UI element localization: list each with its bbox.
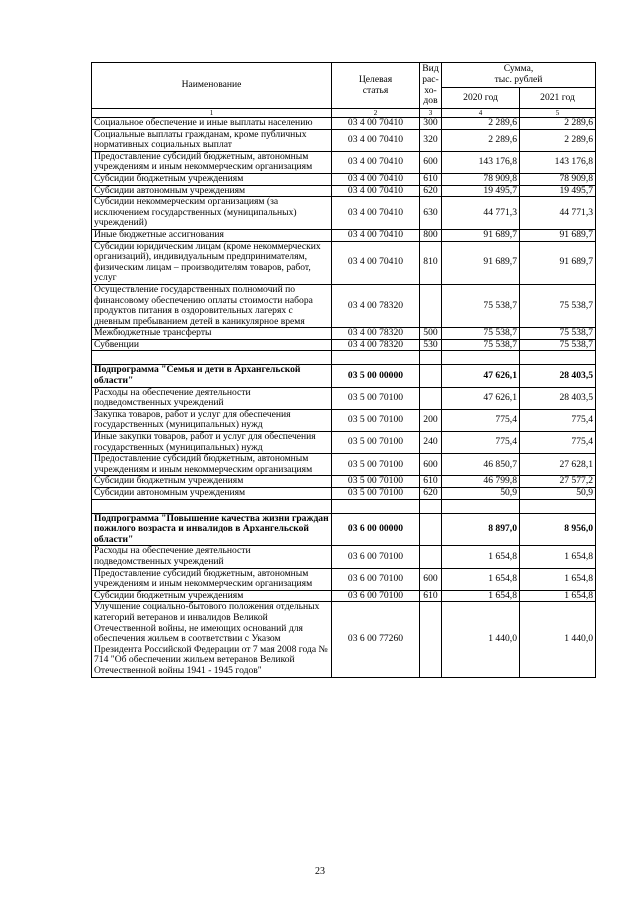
row-target-code: 03 5 00 00000 (332, 365, 420, 387)
row-target-code: 03 4 00 70410 (332, 185, 420, 197)
row-amount-2021: 2 289,6 (520, 129, 596, 151)
row-name: Иные закупки товаров, работ и услуг для обеспечения государственных (муниципальных) нужд (92, 432, 332, 454)
row-amount-2020: 8 897,0 (442, 513, 520, 546)
table-row (92, 488, 596, 500)
empty-cell (92, 499, 332, 513)
row-name: Расходы на обеспечение деятельности подведомственных учреждений (92, 387, 332, 409)
row-target-code: 03 5 00 70100 (332, 432, 420, 454)
row-name: Иные бюджетные ассигнования (92, 229, 332, 241)
table-row (92, 229, 596, 241)
row-expense-type: 500 (420, 328, 442, 340)
row-expense-type (420, 284, 442, 327)
page-number: 23 (315, 866, 325, 877)
row-target-code: 03 5 00 70100 (332, 488, 420, 500)
empty-cell (332, 351, 420, 365)
row-amount-2021: 91 689,7 (520, 229, 596, 241)
row-expense-type: 300 (420, 118, 442, 130)
empty-cell (442, 351, 520, 365)
row-name: Закупка товаров, работ и услуг для обеспечения государственных (муниципальных) нужд (92, 409, 332, 431)
row-amount-2020: 75 538,7 (442, 284, 520, 327)
row-amount-2020: 44 771,3 (442, 197, 520, 230)
table-row (92, 185, 596, 197)
table-row (92, 118, 596, 130)
row-amount-2021: 78 909,8 (520, 173, 596, 185)
row-name: Расходы на обеспечение деятельности подведомственных учреждений (92, 546, 332, 568)
row-amount-2021: 775,4 (520, 432, 596, 454)
row-name: Осуществление государственных полномочий по финансовому обеспечению оплаты стоимости набора продуктов питания в оздоровительных лагерях с дневным пребыванием детей в каникулярное время (92, 284, 332, 327)
row-amount-2021: 75 538,7 (520, 339, 596, 351)
empty-cell (520, 351, 596, 365)
row-expense-type: 810 (420, 241, 442, 284)
row-amount-2021: 28 403,5 (520, 365, 596, 387)
row-target-code: 03 4 00 70410 (332, 151, 420, 173)
row-target-code: 03 5 00 70100 (332, 387, 420, 409)
row-target-code: 03 4 00 78320 (332, 339, 420, 351)
row-amount-2021: 75 538,7 (520, 284, 596, 327)
row-expense-type: 620 (420, 488, 442, 500)
row-name: Предоставление субсидий бюджетным, автономным учреждениям и иным некоммерческим организациям (92, 454, 332, 476)
row-amount-2020: 1 440,0 (442, 602, 520, 677)
table-row (92, 241, 596, 284)
column-number: 5 (520, 109, 596, 118)
row-expense-type (420, 365, 442, 387)
row-target-code: 03 4 00 78320 (332, 284, 420, 327)
header-row (92, 63, 596, 88)
table-row (92, 197, 596, 230)
row-amount-2021: 75 538,7 (520, 328, 596, 340)
empty-cell (420, 351, 442, 365)
table-row (92, 568, 596, 590)
row-expense-type (420, 513, 442, 546)
row-expense-type (420, 602, 442, 677)
row-target-code: 03 4 00 70410 (332, 197, 420, 230)
row-amount-2020: 91 689,7 (442, 241, 520, 284)
empty-cell (442, 499, 520, 513)
table-row (92, 339, 596, 351)
row-name: Субсидии бюджетным учреждениям (92, 173, 332, 185)
row-expense-type: 530 (420, 339, 442, 351)
row-amount-2021: 8 956,0 (520, 513, 596, 546)
row-expense-type: 630 (420, 197, 442, 230)
row-amount-2021: 775,4 (520, 409, 596, 431)
header-type: Вид рас- хо- дов (420, 63, 442, 109)
row-amount-2021: 1 654,8 (520, 568, 596, 590)
header-year-2021: 2021 год (520, 88, 596, 109)
row-expense-type (420, 387, 442, 409)
header-sum: Сумма, тыс. рублей (442, 63, 596, 88)
table-row (92, 476, 596, 488)
table-row (92, 602, 596, 677)
row-amount-2020: 775,4 (442, 409, 520, 431)
table-row (92, 454, 596, 476)
row-name: Субсидии автономным учреждениям (92, 185, 332, 197)
row-amount-2020: 46 850,7 (442, 454, 520, 476)
row-name: Субсидии юридическим лицам (кроме некоммерческих организаций), индивидуальным предпринимателям, физическим лицам – производителям товаров, работ, услуг (92, 241, 332, 284)
row-name: Субсидии автономным учреждениям (92, 488, 332, 500)
row-amount-2020: 1 654,8 (442, 568, 520, 590)
empty-cell (520, 499, 596, 513)
row-name: Субвенции (92, 339, 332, 351)
row-target-code: 03 4 00 70410 (332, 241, 420, 284)
row-target-code: 03 4 00 78320 (332, 328, 420, 340)
row-expense-type: 240 (420, 432, 442, 454)
row-amount-2021: 50,9 (520, 488, 596, 500)
row-amount-2021: 27 577,2 (520, 476, 596, 488)
row-amount-2020: 1 654,8 (442, 546, 520, 568)
row-amount-2020: 1 654,8 (442, 590, 520, 602)
row-expense-type: 800 (420, 229, 442, 241)
row-expense-type (420, 546, 442, 568)
row-target-code: 03 5 00 70100 (332, 476, 420, 488)
row-target-code: 03 4 00 70410 (332, 229, 420, 241)
row-amount-2021: 28 403,5 (520, 387, 596, 409)
spacer-row (92, 499, 596, 513)
row-amount-2020: 775,4 (442, 432, 520, 454)
table-row (92, 151, 596, 173)
table-row (92, 284, 596, 327)
row-amount-2020: 143 176,8 (442, 151, 520, 173)
row-name: Улучшение социально-бытового положения отдельных категорий ветеранов и инвалидов Великой Отечественной войны, не имеющих оснований для обеспечения жильем в соответствии с Указом Президента Российской Федерации от 7 мая 2008 года № 714 "Об обеспечении жильем ветеранов Великой Отечественной войны 1941 - 1945 годов" (92, 602, 332, 677)
row-expense-type: 600 (420, 568, 442, 590)
table-row (92, 590, 596, 602)
row-name: Предоставление субсидий бюджетным, автономным учреждениям и иным некоммерческим организациям (92, 151, 332, 173)
header-name: Наименование (92, 63, 332, 109)
row-name: Предоставление субсидий бюджетным, автономным учреждениям и иным некоммерческим организациям (92, 568, 332, 590)
table-row (92, 546, 596, 568)
row-name: Социальное обеспечение и иные выплаты населению (92, 118, 332, 130)
row-target-code: 03 5 00 70100 (332, 454, 420, 476)
row-target-code: 03 4 00 70410 (332, 173, 420, 185)
table-body (92, 63, 596, 678)
column-number: 4 (442, 109, 520, 118)
row-expense-type: 610 (420, 476, 442, 488)
row-amount-2021: 91 689,7 (520, 241, 596, 284)
row-amount-2021: 19 495,7 (520, 185, 596, 197)
row-amount-2020: 75 538,7 (442, 328, 520, 340)
column-number: 1 (92, 109, 332, 118)
table-row (92, 432, 596, 454)
column-number: 3 (420, 109, 442, 118)
row-amount-2020: 47 626,1 (442, 387, 520, 409)
row-amount-2021: 1 654,8 (520, 546, 596, 568)
row-expense-type: 610 (420, 590, 442, 602)
empty-cell (92, 351, 332, 365)
row-amount-2021: 1 440,0 (520, 602, 596, 677)
row-amount-2021: 44 771,3 (520, 197, 596, 230)
row-expense-type: 320 (420, 129, 442, 151)
empty-cell (332, 499, 420, 513)
row-amount-2020: 50,9 (442, 488, 520, 500)
row-target-code: 03 6 00 70100 (332, 546, 420, 568)
row-amount-2021: 27 628,1 (520, 454, 596, 476)
table-row (92, 129, 596, 151)
budget-table (91, 62, 596, 678)
row-target-code: 03 4 00 70410 (332, 129, 420, 151)
row-target-code: 03 6 00 77260 (332, 602, 420, 677)
row-name: Межбюджетные трансферты (92, 328, 332, 340)
row-name: Подпрограмма "Повышение качества жизни граждан пожилого возраста и инвалидов в Архангельской области" (92, 513, 332, 546)
spacer-row (92, 351, 596, 365)
table-row (92, 409, 596, 431)
row-amount-2020: 2 289,6 (442, 118, 520, 130)
row-name: Субсидии бюджетным учреждениям (92, 476, 332, 488)
row-name: Субсидии бюджетным учреждениям (92, 590, 332, 602)
row-name: Субсидии некоммерческим организациям (за исключением государственных (муниципальных) учреждений) (92, 197, 332, 230)
subprogram-row (92, 365, 596, 387)
row-amount-2020: 78 909,8 (442, 173, 520, 185)
row-amount-2021: 2 289,6 (520, 118, 596, 130)
row-target-code: 03 4 00 70410 (332, 118, 420, 130)
row-target-code: 03 6 00 70100 (332, 568, 420, 590)
row-target-code: 03 6 00 00000 (332, 513, 420, 546)
empty-cell (420, 499, 442, 513)
table-row (92, 387, 596, 409)
row-amount-2020: 47 626,1 (442, 365, 520, 387)
row-expense-type: 610 (420, 173, 442, 185)
subprogram-row (92, 513, 596, 546)
header-target: Целевая статья (332, 63, 420, 109)
row-target-code: 03 5 00 70100 (332, 409, 420, 431)
row-target-code: 03 6 00 70100 (332, 590, 420, 602)
row-name: Социальные выплаты гражданам, кроме публичных нормативных социальных выплат (92, 129, 332, 151)
table-row (92, 173, 596, 185)
row-name: Подпрограмма "Семья и дети в Архангельской области" (92, 365, 332, 387)
row-amount-2020: 2 289,6 (442, 129, 520, 151)
row-amount-2021: 143 176,8 (520, 151, 596, 173)
row-amount-2020: 75 538,7 (442, 339, 520, 351)
row-amount-2020: 46 799,8 (442, 476, 520, 488)
row-amount-2021: 1 654,8 (520, 590, 596, 602)
column-number: 2 (332, 109, 420, 118)
row-amount-2020: 91 689,7 (442, 229, 520, 241)
row-expense-type: 620 (420, 185, 442, 197)
row-amount-2020: 19 495,7 (442, 185, 520, 197)
header-year-2020: 2020 год (442, 88, 520, 109)
row-expense-type: 600 (420, 454, 442, 476)
table-row (92, 328, 596, 340)
row-expense-type: 200 (420, 409, 442, 431)
row-expense-type: 600 (420, 151, 442, 173)
